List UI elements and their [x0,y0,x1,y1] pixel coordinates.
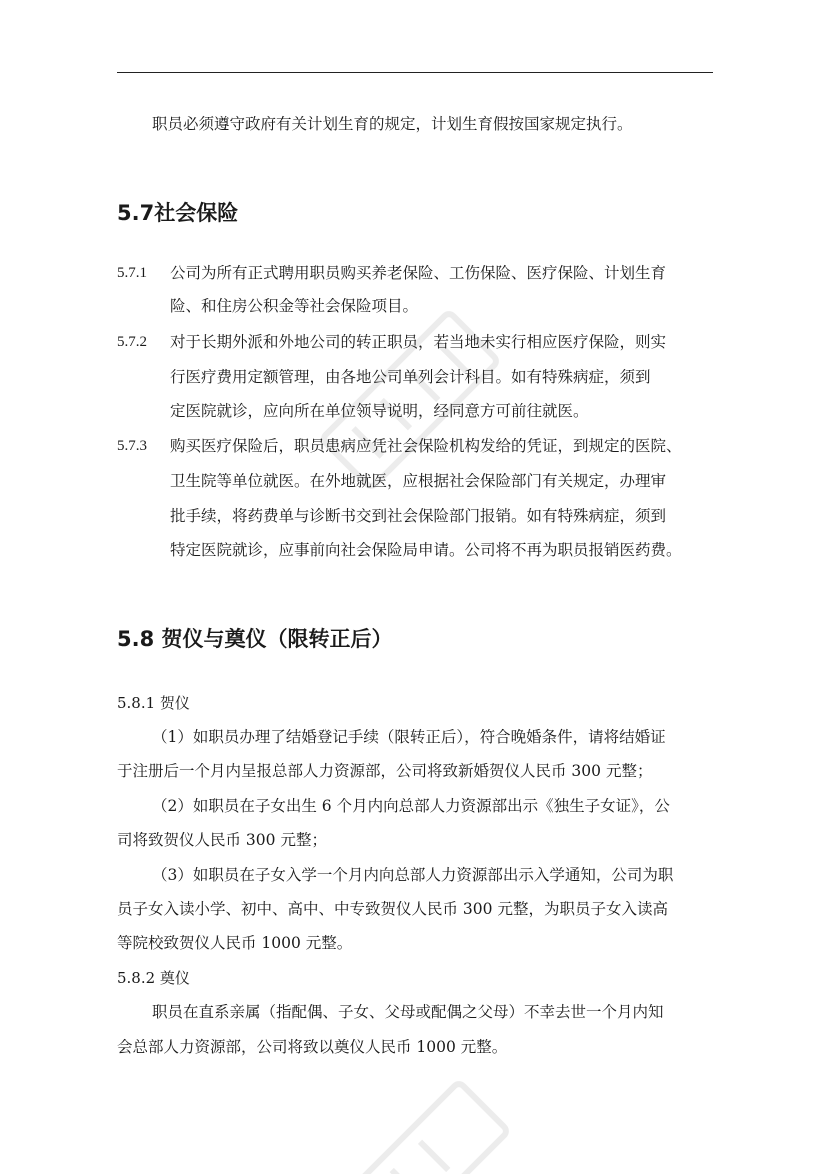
intro-paragraph: 职员必须遵守政府有关计划生育的规定，计划生育假按国家规定执行。 [152,115,633,133]
para-1-line-2: 于注册后一个月内呈报总部人力资源部，公司将致新婚贺仪人民币 300 元整； [117,762,653,780]
item-number-5-7-3: 5.7.3 [117,438,147,454]
item-number-5-7-1: 5.7.1 [117,265,147,281]
item-5-7-2-line-2: 行医疗费用定额管理，由各地公司单列会计科目。如有特殊病症，须到 [170,368,651,386]
para-2-line-1: （2）如职员在子女出生 6 个月内向总部人力资源部出示《独生子女证》，公 [152,797,670,815]
item-5-7-2-line-3: 定医院就诊，应向所在单位领导说明，经同意方可前往就医。 [170,402,589,420]
item-5-7-3-line-2: 卫生院等单位就医。在外地就医，应根据社会保险部门有关规定，办理审 [170,472,667,490]
para-3-line-3: 等院校致贺仪人民币 1000 元整。 [117,934,353,952]
para-4-line-1: 职员在直系亲属（指配偶、子女、父母或配偶之父母）不幸去世一个月内知 [152,1003,664,1021]
item-5-7-2-line-1: 对于长期外派和外地公司的转正职员，若当地未实行相应医疗保险，则实 [170,333,667,351]
item-5-7-1-line-2: 险、和住房公积金等社会保险项目。 [170,297,419,315]
para-3-line-2: 员子女入读小学、初中、高中、中专致贺仪人民币 300 元整，为职员子女入读高 [117,900,668,918]
para-2-line-2: 司将致贺仪人民币 300 元整； [117,831,327,849]
watermark-bottom [300,1050,540,1174]
item-5-7-3-line-3: 批手续，将药费单与诊断书交到社会保险部门报销。如有特殊病症，须到 [170,507,667,525]
para-1-line-1: （1）如职员办理了结婚登记手续（限转正后），符合晚婚条件，请将结婚证 [152,728,666,746]
item-5-7-1-line-1: 公司为所有正式聘用职员购买养老保险、工伤保险、医疗保险、计划生育 [170,264,667,282]
item-number-5-7-2: 5.7.2 [117,334,147,350]
item-5-7-3-line-4: 特定医院就诊，应事前向社会保险局申请。公司将不再为职员报销医药费。 [170,541,682,559]
section-heading-5-7: 5.7社会保险 [117,201,239,225]
para-3-line-1: （3）如职员在子女入学一个月内向总部人力资源部出示入学通知，公司为职 [152,866,674,884]
subsection-title-5-8-1: 5.8.1 贺仪 [117,694,190,712]
section-heading-5-8: 5.8 贺仪与奠仪（限转正后） [117,627,393,651]
subsection-title-5-8-2: 5.8.2 奠仪 [117,969,190,987]
item-5-7-3-line-1: 购买医疗保险后，职员患病应凭社会保险机构发给的凭证，到规定的医院、 [170,437,682,455]
header-rule [117,72,713,73]
para-4-line-2: 会总部人力资源部，公司将致以奠仪人民币 1000 元整。 [117,1038,508,1056]
